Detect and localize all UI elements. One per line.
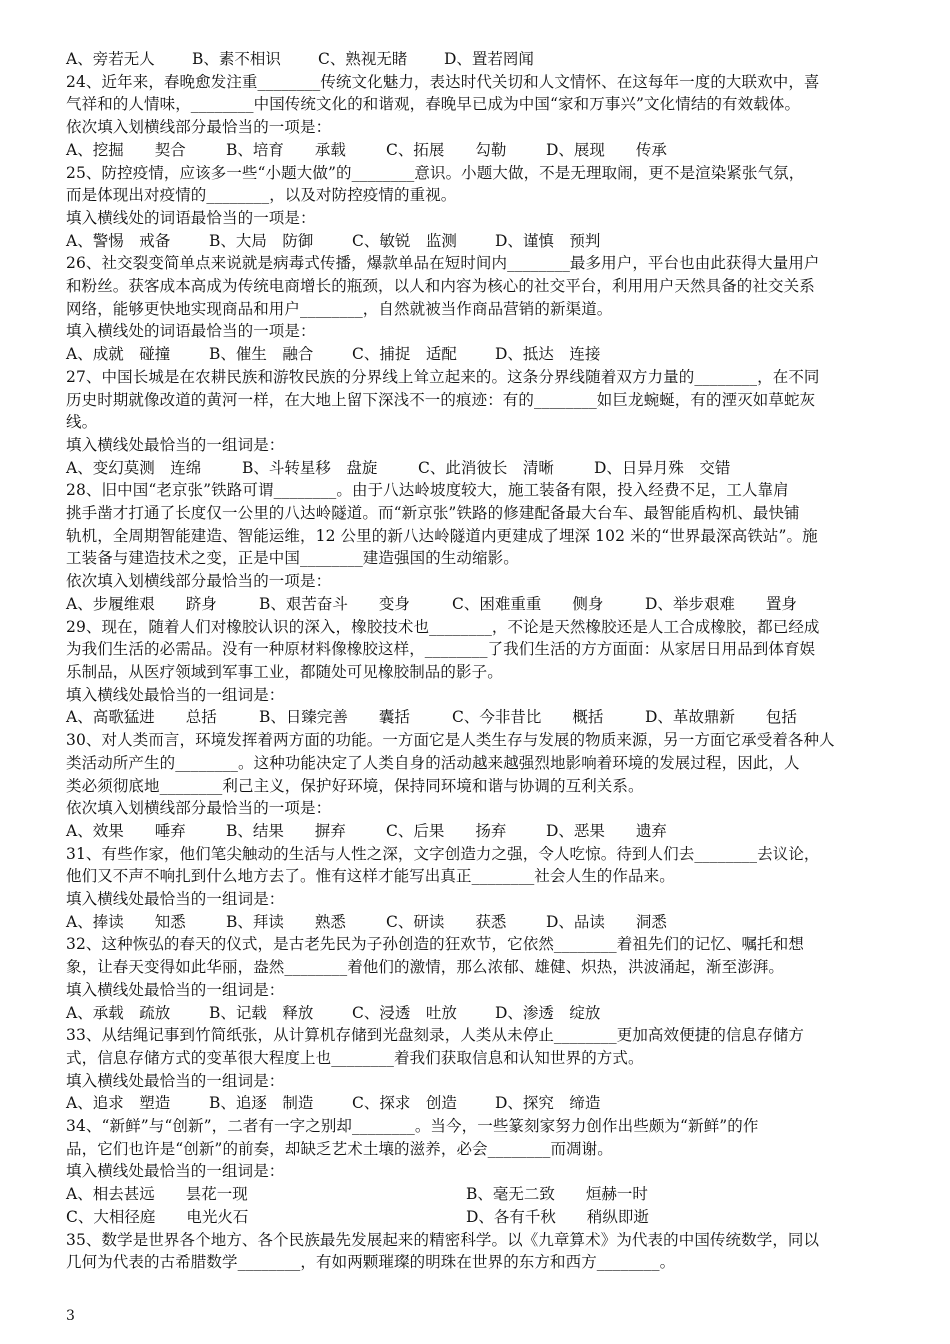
q26-option-a: A、成就 碰撞: [66, 345, 171, 364]
q28-options: [66, 593, 886, 616]
q33-line: 33、从结绳记事到竹简纸张，从计算机存储到光盘刻录，人类从未停止________更加高效便捷的信息存储方: [66, 1026, 804, 1045]
q33-option-c: C、探求 创造: [352, 1094, 457, 1113]
q31-options: [66, 911, 886, 934]
q32-options: [66, 1002, 886, 1025]
q32-option-c: C、浸透 吐放: [352, 1003, 457, 1022]
q28-line: 挑手凿才打通了长度仅一公里的八达岭隧道。而“新京张”铁路的修建配备最大台车、最智能盾构机、最快铺: [66, 504, 800, 523]
q24-option-c: C、拓展 勾勒: [386, 140, 507, 159]
q30-option-b: B、结果 摒弃: [226, 821, 346, 840]
q25-prompt: 填入横线处的词语最恰当的一项是：: [66, 208, 316, 227]
question-34: [66, 1115, 886, 1229]
q31-option-d: D、品读 洞悉: [546, 912, 667, 931]
question-32: [66, 933, 886, 1024]
q28-option-d: D、举步艰难 置身: [645, 594, 797, 613]
q34-option-b: B、毫无二致 烜赫一时: [466, 1185, 648, 1204]
q27-option-b: B、斗转星移 盘旋: [242, 458, 378, 477]
exam-page: [66, 48, 886, 1274]
q33-option-d: D、探究 缔造: [495, 1094, 601, 1113]
page-number: 3: [66, 1308, 75, 1324]
question-24: [66, 71, 886, 162]
q25-line: 25、防控疫情，应该多一些“小题大做”的________意识。小题大做，不是无理取闹，更不是渲染紧张气氛，: [66, 163, 805, 182]
q31-prompt: 填入横线处最恰当的一组词是：: [66, 890, 285, 909]
q30-line: 类活动所产生的________。这种功能决定了人类自身的活动越来越强烈地影响着环境的发展过程，因此，人: [66, 753, 800, 772]
q25-option-d: D、谨慎 预判: [495, 231, 601, 250]
q31-line: 他们又不声不响扎到什么地方去了。惟有这样才能写出真正________社会人生的作品来。: [66, 867, 675, 886]
q26-options: [66, 343, 886, 366]
q26-line: 和粉丝。获客成本高成为传统电商增长的瓶颈，以人和内容为核心的社交平台，利用用户天然具备的社交关系: [66, 277, 815, 296]
q32-option-d: D、渗透 绽放: [495, 1003, 601, 1022]
q35-line: 35、数学是世界各个地方、各个民族最先发展起来的精密科学。以《九章算术》为代表的中国传统数学，同以: [66, 1230, 820, 1249]
question-28: [66, 479, 886, 615]
q27-option-a: A、变幻莫测 连绵: [66, 458, 202, 477]
question-35: [66, 1229, 886, 1274]
q34-option-c: C、大相径庭 电光火石: [66, 1207, 249, 1226]
question-30: [66, 729, 886, 843]
q34-option-d: D、各有千秋 稍纵即逝: [466, 1207, 649, 1226]
question-25: [66, 162, 886, 253]
question-33: [66, 1024, 886, 1115]
q30-line: 30、对人类而言，环境发挥着两方面的功能。一方面它是人类生存与发展的物质来源，另一方面它承受着各种人: [66, 731, 835, 750]
q26-option-b: B、催生 融合: [209, 345, 314, 364]
q26-line: 网络，能够更快地实现商品和用户________，自然就被当作商品营销的新渠道。: [66, 299, 613, 318]
q26-option-c: C、捕捉 适配: [352, 345, 457, 364]
q25-option-c: C、敏锐 监测: [352, 231, 457, 250]
q25-option-b: B、大局 防御: [209, 231, 314, 250]
q28-option-b: B、艰苦奋斗 变身: [259, 594, 410, 613]
q30-options: [66, 820, 886, 843]
q29-line: 乐制品，从医疗领域到军事工业，都随处可见橡胶制品的影子。: [66, 662, 503, 681]
q28-option-a: A、步履维艰 跻身: [66, 594, 217, 613]
q34-line: 品，它们也许是“创新”的前奏，却缺乏艺术土壤的滋养，必会________而凋谢。: [66, 1139, 613, 1158]
q31-line: 31、有些作家，他们笔尖触动的生活与人性之深，文字创造力之强，令人吃惊。待到人们去________去议论，: [66, 844, 820, 863]
q31-option-b: B、拜读 熟悉: [226, 912, 346, 931]
q25-options: [66, 230, 886, 253]
q28-line: 轨机，全周期智能建造、智能运维，12 公里的新八达岭隧道内更建成了埋深 102 米的“世界最深高铁站”。施: [66, 526, 818, 545]
q32-prompt: 填入横线处最恰当的一组词是：: [66, 980, 285, 999]
q30-line: 类必须彻底地________利己主义，保护好环境，保持同环境和谐与协调的互利关系。: [66, 776, 644, 795]
q31-option-a: A、捧读 知悉: [66, 912, 186, 931]
q29-options: [66, 706, 886, 729]
q27-line: 历史时期就像改道的黄河一样，在大地上留下深浅不一的痕迹：有的________如巨龙蜿蜒，有的湮灭如草蛇灰: [66, 390, 816, 409]
q26-option-d: D、抵达 连接: [495, 345, 601, 364]
q34-prompt: 填入横线处最恰当的一组词是：: [66, 1162, 285, 1181]
q34-option-a: A、相去甚远 昙花一现: [66, 1185, 248, 1204]
q30-option-d: D、恶果 遗弃: [546, 821, 667, 840]
q26-line: 26、社交裂变简单点来说就是病毒式传播，爆款单品在短时间内________最多用户，平台也由此获得大量用户: [66, 254, 820, 273]
q28-line: 工装备与建造技术之变，正是中国________建造强国的生动缩影。: [66, 549, 519, 568]
q23-options: [66, 48, 886, 71]
q33-option-b: B、追逐 制造: [209, 1094, 314, 1113]
q24-line: 24、近年来，春晚愈发注重________传统文化魅力，表达时代关切和人文情怀、在这每年一度的大联欢中，喜: [66, 72, 820, 91]
q24-option-d: D、展现 传承: [546, 140, 667, 159]
q25-option-a: A、警惕 戒备: [66, 231, 171, 250]
q29-line: 为我们生活的必需品。没有一种原材料像橡胶这样，________了我们生活的方方面面：从家居日用品到体育娱: [66, 640, 816, 659]
question-26: [66, 252, 886, 366]
q29-option-c: C、今非昔比 概括: [452, 708, 604, 727]
q32-line: 象，让春天变得如此华丽，盎然________着他们的激情，那么浓郁、雄健、炽热，洪波涌起，渐至澎湃。: [66, 958, 785, 977]
q33-prompt: 填入横线处最恰当的一组词是：: [66, 1071, 285, 1090]
q23-option-d: D、置若罔闻: [444, 50, 534, 68]
q29-prompt: 填入横线处最恰当的一组词是：: [66, 685, 285, 704]
q29-option-d: D、革故鼎新 包括: [645, 708, 797, 727]
q24-line: 气祥和的人情味，________中国传统文化的和谐观，春晚早已成为中国“家和万事兴”文化情结的有效载体。: [66, 95, 801, 114]
question-29: [66, 616, 886, 730]
q27-line: 线。: [66, 413, 98, 432]
q28-option-c: C、困难重重 侧身: [452, 594, 604, 613]
q28-prompt: 依次填入划横线部分最恰当的一项是：: [66, 572, 332, 591]
q35-line: 几何为代表的古希腊数学________，有如两颗璀璨的明珠在世界的东方和西方________。: [66, 1253, 676, 1272]
q25-line: 而是体现出对疫情的________，以及对防控疫情的重视。: [66, 186, 457, 205]
q24-option-b: B、培育 承载: [226, 140, 346, 159]
q28-line: 28、旧中国“老京张”铁路可谓________。由于八达岭坡度较大，施工装备有限，投入经费不足，工人靠肩: [66, 481, 789, 500]
q33-option-a: A、追求 塑造: [66, 1094, 171, 1113]
q33-line: 式，信息存储方式的变革很大程度上也________着我们获取信息和认知世界的方式。: [66, 1048, 644, 1067]
q31-option-c: C、研读 获悉: [386, 912, 507, 931]
q29-option-b: B、日臻完善 囊括: [259, 708, 410, 727]
q30-prompt: 依次填入划横线部分最恰当的一项是：: [66, 799, 332, 818]
q27-prompt: 填入横线处最恰当的一组词是：: [66, 435, 285, 454]
q33-options: [66, 1092, 886, 1115]
q30-option-c: C、后果 扬弃: [386, 821, 507, 840]
q32-line: 32、这种恢弘的春天的仪式，是古老先民为子孙创造的狂欢节，它依然________着祖先们的记忆、嘱托和想: [66, 935, 804, 954]
q34-options: [66, 1183, 886, 1228]
q27-options: [66, 457, 886, 480]
q23-option-c: C、熟视无睹: [318, 50, 408, 68]
question-27: [66, 366, 886, 480]
q23-option-a: A、旁若无人: [66, 50, 155, 68]
q29-option-a: A、高歌猛进 总括: [66, 708, 217, 727]
q32-option-a: A、承载 疏放: [66, 1003, 171, 1022]
q23-option-b: B、素不相识: [192, 50, 281, 68]
q27-option-c: C、此消彼长 清晰: [418, 458, 554, 477]
q30-option-a: A、效果 唾弃: [66, 821, 186, 840]
q34-line: 34、“新鲜”与“创新”，二者有一字之别却________。当今，一些篆刻家努力创作出些颇为“新鲜”的作: [66, 1117, 759, 1136]
q27-line: 27、中国长城是在农耕民族和游牧民族的分界线上耸立起来的。这条分界线随着双方力量的________，在不同: [66, 367, 820, 386]
q24-prompt: 依次填入划横线部分最恰当的一项是：: [66, 118, 332, 137]
q24-option-a: A、挖掘 契合: [66, 140, 186, 159]
q32-option-b: B、记载 释放: [209, 1003, 314, 1022]
q24-options: [66, 139, 886, 162]
q29-line: 29、现在，随着人们对橡胶认识的深入，橡胶技术也________，不论是天然橡胶还是人工合成橡胶，都已经成: [66, 617, 820, 636]
q27-option-d: D、日异月殊 交错: [594, 458, 731, 477]
question-31: [66, 843, 886, 934]
q26-prompt: 填入横线处的词语最恰当的一项是：: [66, 322, 316, 341]
